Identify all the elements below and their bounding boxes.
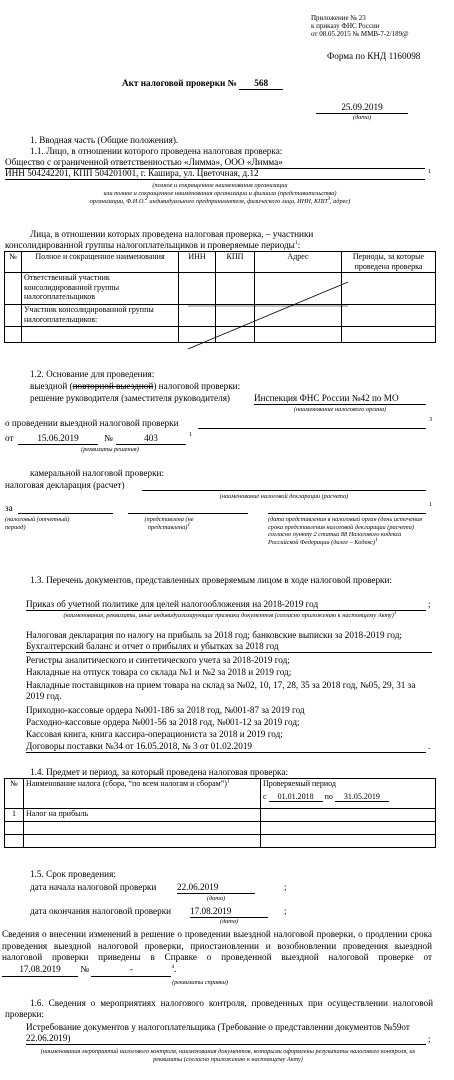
group-col-inn: ИНН [179,252,216,273]
section1-sub: 1.1. Лицо, в отношении которого проведена налоговая проверка: [30,146,283,156]
documents-first: Приказ об учетной политике для целей налогообложения на 2018-2019 год [26,599,426,611]
basis-date-line [268,504,426,514]
basis-authority-caption: (наименование налогового органа) [293,406,387,413]
measures-text: Истребование документов у налогоплательщика (Требование о представлении документов №59от 22.06.2019) [26,1022,426,1045]
basis-from-label: от [5,433,14,443]
documents-item-8: Договоры поставки №34 от 16.05.2018, № 3 от 01.02.2019 [26,741,426,753]
basis-period-caption: (налоговый (отчетный) период) [5,516,70,531]
documents-item-5: Приходно-кассовые ордера №001-186 за 2018 год, №001-87 за 2019 год [26,705,305,715]
term-end-end: ; [284,906,287,916]
appendix-line2: к приказу ФНС России [311,22,380,30]
documents-item-4: Накладные поставщиков на прием товара на склад за №02, 10, 17, 28, 35 за 2018 год, №05, 29, 31 за 2019 год. [26,680,416,701]
term-cert-no: - [91,964,171,977]
measures-heading: 1.6. Сведения о мероприятиях налогового контроля, проведенных при осуществлении налоговой проверки: [5,998,433,1019]
basis-decision-caption: (реквизиты решения) [81,446,139,453]
org-name: Общество с ограниченной ответственностью «Лимма», ООО «Лимма» [5,157,425,169]
footnote-1: 1 [428,168,432,175]
basis-submitted-line [128,504,248,514]
org-caption-2: или полное и сокращенное наименования организации и филиала (представительства) [103,190,337,197]
term-start: 22.06.2019 [177,882,255,894]
term-end-label: дата окончания налоговой проверки [30,906,172,916]
org-caption-3: организации, Ф.И.О.$^2$ индивидуального предпринимателя, физического лица, ИНН, КПП$^3$, адрес) [89,195,351,205]
term-start-end: ; [284,882,287,892]
documents-item-2: Регистры аналитического и синтетического учета за 2018-2019 год; [26,655,290,665]
subject-from: 01.01.2018 [269,792,323,803]
basis-declaration-line [142,481,426,491]
section1-heading: 1. Вводная часть (Общие положения). [30,135,179,145]
subject-col-no: № [5,779,24,809]
subject-col-period: Проверяемый период с 01.01.2018 по 31.05.2019 [261,779,436,809]
group-col-kpp: КПП [216,252,255,273]
group-col-no: № [5,252,22,273]
group-table-cross-line [0,0,454,400]
group-row-member: Участник консолидированной группы налогоплательщиков: [22,305,179,327]
basis-desk-label: камеральной налоговой проверки: [30,468,165,478]
term-cert-date: 17.08.2019 [2,964,78,977]
appendix-line1: Приложение № 23 [311,14,366,22]
form-code: Форма по КНД 1160098 [327,51,421,61]
basis-for-sup: 1 [429,501,433,508]
documents-item-3: Накладные на отпуск товара со склада №1 и №2 за 2018 и 2019 год; [26,667,292,677]
group-line1: Лица, в отношении которых проведена налоговая проверка, – участники [30,229,314,239]
act-number: 568 [239,78,283,90]
basis-declaration-label: налоговая декларация (расчет) [5,480,125,490]
group-line2: консолидированной группы налогоплательщиков и проверяемые периоды$^1$: [5,239,301,250]
org-caption-1: (полное и сокращенное наименования организации [152,182,288,189]
appendix-line3: от 08.05.2015 № ММВ-7-2/189@ [311,30,409,38]
basis-decision-date: 15.06.2019 [18,433,98,445]
term-changes-text: Сведения о внесении изменений в решение о проведении выездной налоговой проверки, о продлении срока проведения выездной налоговой проверки, приостановлении и возобновлении проведения выездной налоговой проверки приведены в Справке о проведенной выездной налоговой проверке от 17.08.2019 № - $^4$. [2,929,432,977]
basis-no-label: № [104,433,113,443]
group-col-address: Адрес [255,252,342,273]
term-end: 17.08.2019 [190,906,268,918]
term-heading: 1.5. Срок проведения: [30,869,116,879]
subject-heading: 1.4. Предмет и период, за который проведена налоговая проверка: [30,767,289,777]
documents-item-6: Расходно-кассовые ордера №001-56 за 2018 год, №001-12 за 2019 год; [26,717,300,727]
org-ids: ИНН 504242201, КПП 504201001, г. Кашира, ул. Цветочная, д.12 [5,168,425,180]
documents-last-end: . [428,741,431,751]
basis-submitted-caption: (представлена (не представлена)$^1$ [144,516,194,531]
act-title: Акт налоговой проверки № 568 [122,78,283,90]
term-start-caption: (дата) [206,895,226,902]
basis-heading: 1.2. Основание для проведения: [30,369,155,379]
documents-item-7: Кассовая книга, книга кассира-операциониста за 2018 и 2019 год; [26,729,283,739]
documents-caption: (наименования, реквизиты, иные индивидуализирующие признаки документов (согласно приложению к настоящему Акту)$^1$ [63,609,397,619]
subject-row-no: 1 [5,809,24,822]
term-end-caption: (дата) [219,918,239,925]
subject-col-name: Наименование налога (сбора, “по всем налогам и сборам”)$^1$ [24,779,261,809]
basis-conduct-label: о проведении выездной налоговой проверки [5,418,179,428]
documents-first-end: ; [428,599,431,609]
term-start-label: дата начала налоговой проверки [30,882,157,892]
basis-conduct-line [198,419,426,429]
group-col-name: Полное и сокращенное наименования [22,252,179,273]
measures-end: ; [428,1034,431,1044]
subject-table [4,778,436,848]
group-row-responsible: Ответственный участник консолидированной группы налогоплательщиков [22,273,179,305]
basis-decision-no: 403 [116,433,186,445]
basis-decision-label: решение руководителя (заместителя руководителя) [30,393,230,403]
subject-row-tax: Налог на прибыль [24,809,261,822]
act-date: 25.09.2019 [316,102,408,114]
documents-heading: 1.3. Перечень документов, представленных проверяемым лицом в ходе налоговой проверки: [30,575,392,585]
basis-period-line [18,504,113,514]
basis-conduct-sup: 3 [429,416,433,423]
basis-authority: Инспекция ФНС России №42 по МО [254,393,426,405]
basis-onsite: выездной (повторной выездной) налоговой проверки: [30,381,241,391]
term-cert-caption: (реквизиты справки) [171,979,229,986]
subject-to: 31.05.2019 [335,792,389,803]
basis-for-label: за [5,503,13,513]
group-col-periods: Периоды, за которые проведена проверка [342,252,436,273]
basis-decision-sup: 1 [189,431,193,438]
documents-item-1: Налоговая декларация по налогу на прибыль за 2018 год; банковские выписки за 2018-2019 год; Бухгалтерский баланс и отчет о прибылях и убытках за 2018 год [26,630,432,653]
basis-declaration-caption: (наименование налоговой декларации (расчета) [219,493,349,500]
measures-caption: (наименования мероприятий налогового контроля, наименования документов, которыми оформлены результаты налогового контроля, их реквизиты (согласно приложению к настоящему Акту) [40,1048,416,1063]
act-date-caption: (дата) [352,114,372,121]
basis-date-caption: (дата представления в налоговый орган (день истечения срока представления налоговой декларации (расчета) согласно пункту 2 статьи 88 Налогового кодекса Российской Федерации (далее – Кодекс)$^1$ [268,516,423,546]
